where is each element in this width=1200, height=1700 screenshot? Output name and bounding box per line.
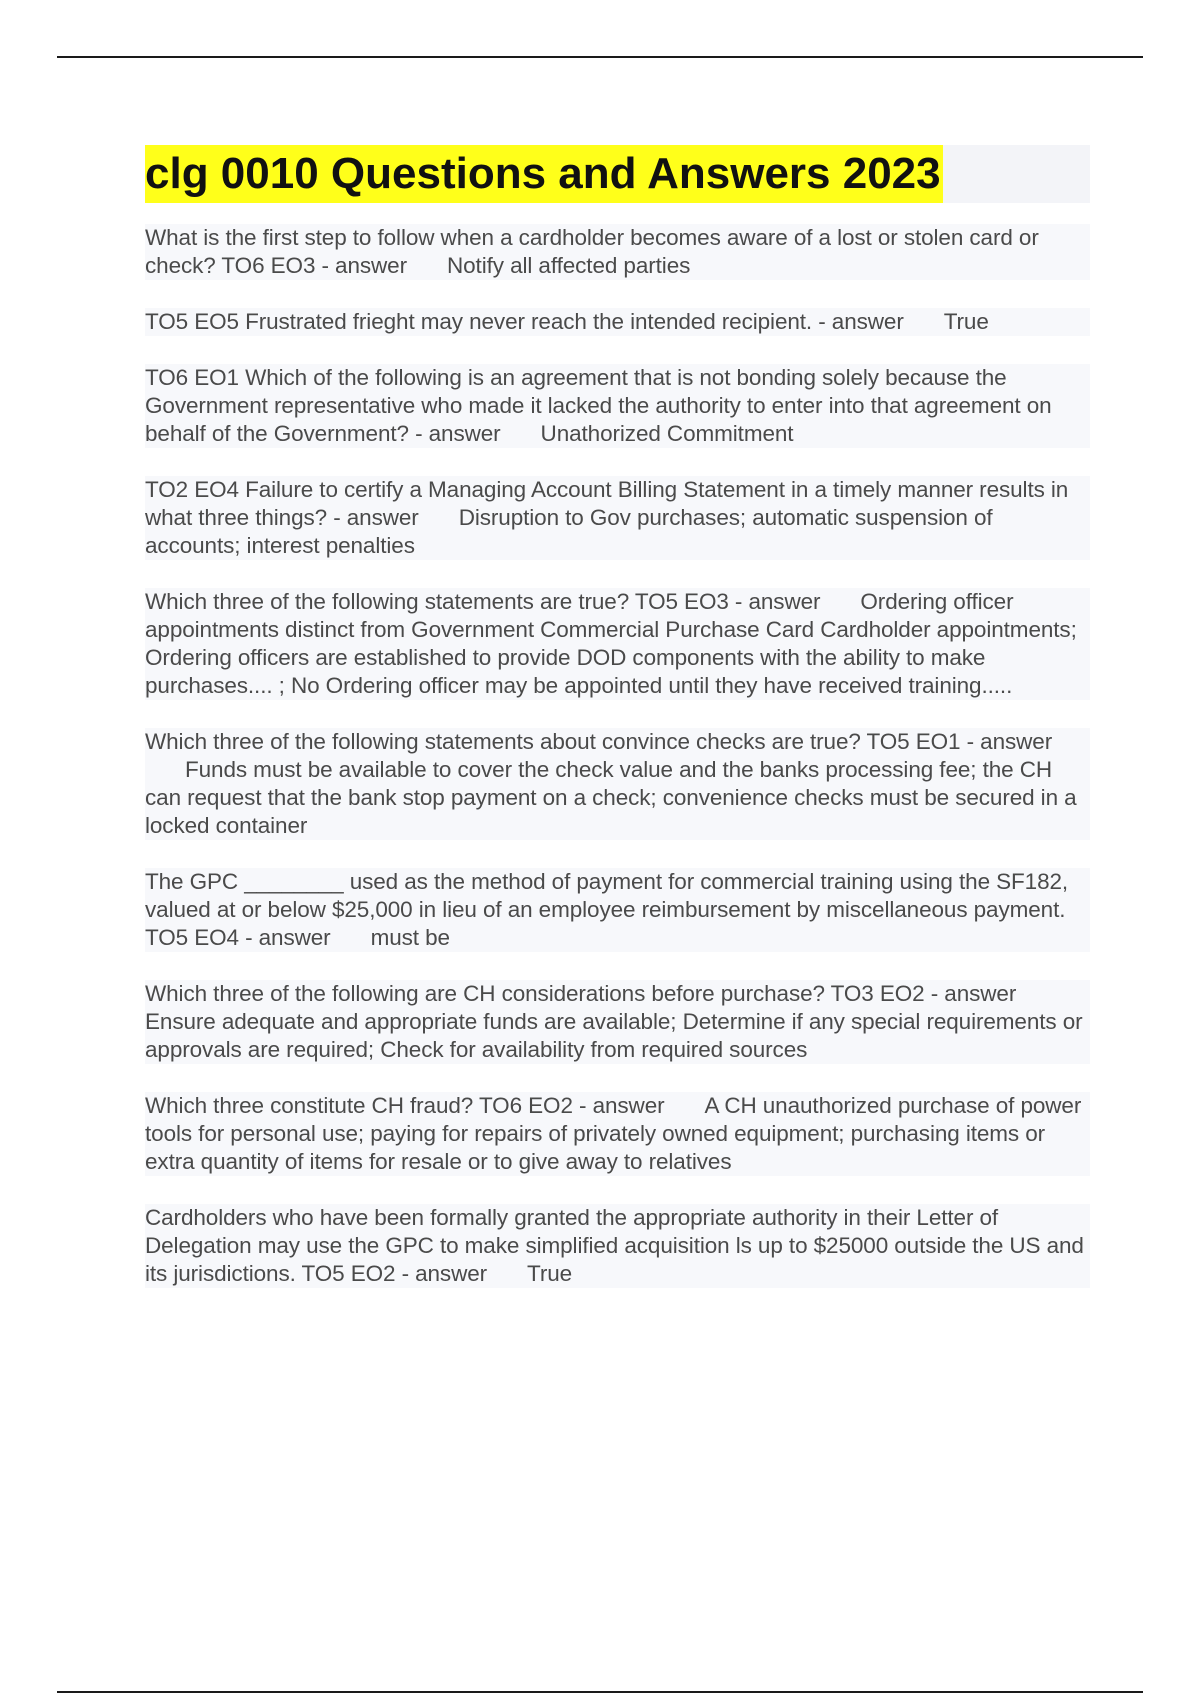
qa-answer: True (943, 309, 989, 334)
qa-item (145, 308, 1090, 336)
qa-question: TO5 EO5 Frustrated frieght may never reach the intended recipient. - answer (145, 309, 904, 334)
qa-question: Which three constitute CH fraud? TO6 EO2 - answer (145, 1093, 665, 1118)
title-band (145, 145, 1090, 203)
qa-item (145, 868, 1090, 952)
qa-question: Which three of the following statements about convince checks are true? TO5 EO1 - answer (145, 729, 1053, 754)
qa-answer: must be (370, 925, 450, 950)
qa-answer: Ordering officer appointments distinct from Government Commercial Purchase Card Cardholder appointments; Ordering officers are established to provide DOD components with the ability to make purchases.... ; No Ordering officer may be appointed until they have received training..... (145, 589, 1077, 698)
qa-question: TO6 EO1 Which of the following is an agreement that is not bonding solely because the Government representative who made it lacked the authority to enter into that agreement on behalf of the Government? - answer (145, 365, 1052, 446)
qa-item (145, 980, 1090, 1064)
qa-question: TO2 EO4 Failure to certify a Managing Account Billing Statement in a timely manner results in what three things? - answer (145, 477, 1069, 530)
qa-item (145, 588, 1090, 700)
qa-question: What is the first step to follow when a cardholder becomes aware of a lost or stolen card or check? TO6 EO3 - answer (145, 225, 1039, 278)
qa-item (145, 1204, 1090, 1288)
qa-answer: Notify all affected parties (447, 253, 691, 278)
qa-list (145, 224, 1090, 1288)
qa-answer: Ensure adequate and appropriate funds are available; Determine if any special requirements or approvals are required; Check for availability from required sources (145, 1009, 1083, 1062)
document-title: clg 0010 Questions and Answers 2023 (145, 145, 943, 203)
qa-question: Which three of the following statements are true? TO5 EO3 - answer (145, 589, 821, 614)
qa-answer: Disruption to Gov purchases; automatic suspension of accounts; interest penalties (145, 505, 993, 558)
qa-answer: Unathorized Commitment (540, 421, 794, 446)
qa-item (145, 476, 1090, 560)
qa-item (145, 364, 1090, 448)
qa-answer: A CH unauthorized purchase of power tools for personal use; paying for repairs of privately owned equipment; purchasing items or extra quantity of items for resale or to give away to relatives (145, 1093, 1082, 1174)
bottom-rule (57, 1691, 1143, 1693)
qa-answer: True (527, 1261, 573, 1286)
qa-item (145, 728, 1090, 840)
qa-answer: Funds must be available to cover the check value and the banks processing fee; the CH can request that the bank stop payment on a check; convenience checks must be secured in a locked container (145, 757, 1077, 838)
qa-question: Cardholders who have been formally granted the appropriate authority in their Letter of Delegation may use the GPC to make simplified acquisition ls up to $25000 outside the US and its jurisdictions. TO5 EO2 - answer (145, 1205, 1084, 1286)
qa-item (145, 1092, 1090, 1176)
document-page (145, 145, 1090, 1316)
qa-question: The GPC ________ used as the method of payment for commercial training using the SF182, valued at or below $25,000 in lieu of an employee reimbursement by miscellaneous payment. TO5 EO4 - answer (145, 869, 1069, 950)
qa-question: Which three of the following are CH considerations before purchase? TO3 EO2 - answer (145, 981, 1017, 1006)
qa-item (145, 224, 1090, 280)
top-rule (57, 56, 1143, 58)
